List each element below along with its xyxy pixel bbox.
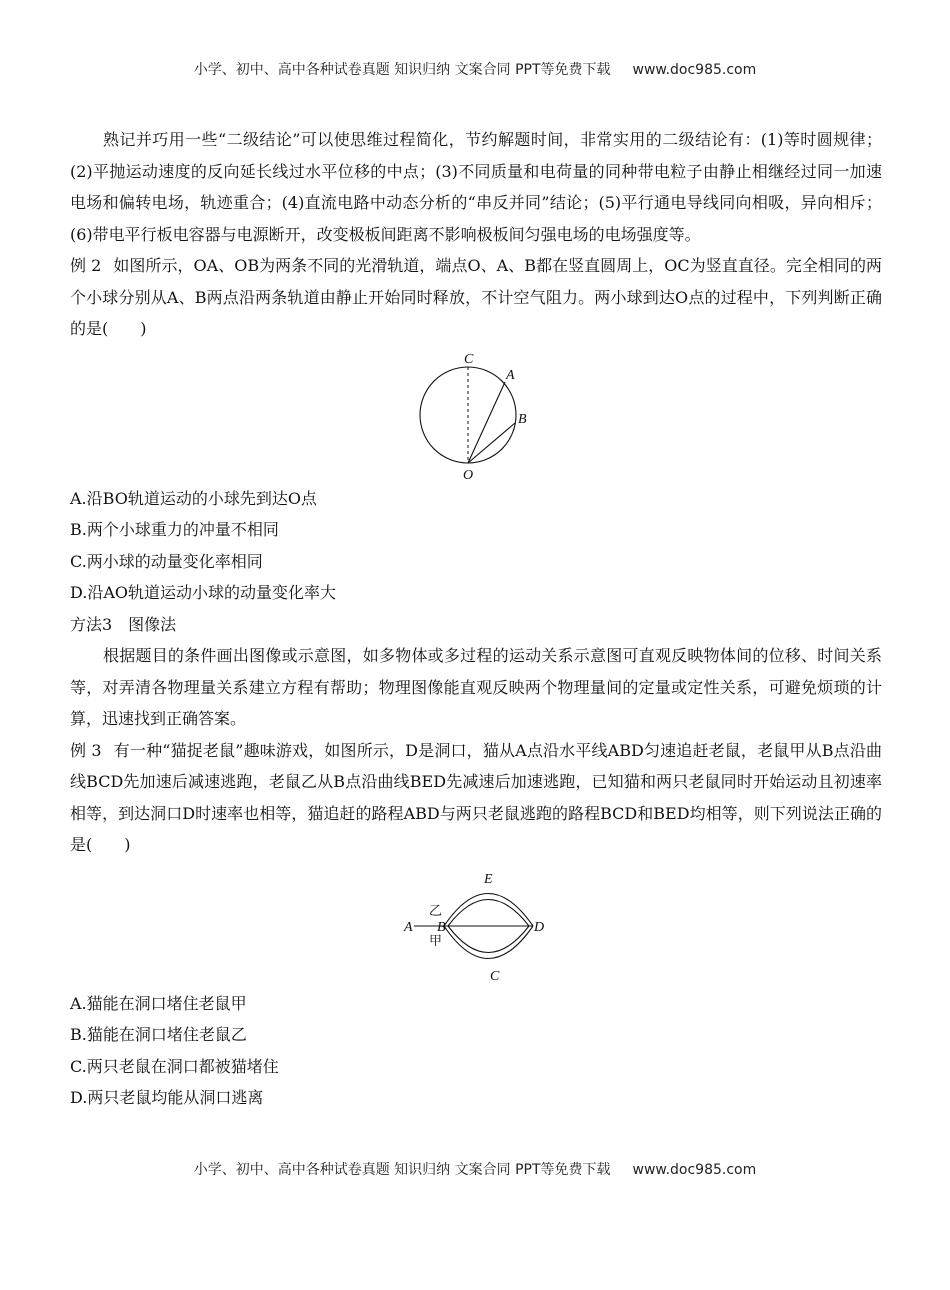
footer-url[interactable]: www.doc985.com <box>632 1162 757 1178</box>
example2-option-b: B.两个小球重力的冲量不相同 <box>70 520 279 539</box>
cat-mouse-figure <box>402 869 552 984</box>
label-e: E <box>484 871 493 887</box>
example3-option-a: A.猫能在洞口堵住老鼠甲 <box>70 993 247 1013</box>
example2-option-c: C.两小球的动量变化率相同 <box>70 551 263 571</box>
curve-bed-outer <box>444 893 533 926</box>
label-o: O <box>463 467 474 483</box>
example2-label: 例 2 <box>70 256 102 275</box>
page-footer <box>0 1159 950 1179</box>
example3-label: 例 3 <box>70 740 102 760</box>
page-header <box>0 59 950 79</box>
example2-text: 如图所示，OA、OB为两条不同的光滑轨道，端点O、A、B都在竖直圆周上，OC为竖直直径。完全相同的两个小球分别从A、B两点沿两条轨道由静止开始同时释放，不计空气阻力。两小球到达O点的过程中，下列判断正确的是( ) <box>70 256 882 338</box>
example3-option-c: C.两只老鼠在洞口都被猫堵住 <box>70 1056 279 1076</box>
example2-option-a: A.沿BO轨道运动的小球先到达O点 <box>70 488 317 508</box>
example3-text: 有一种“猫捉老鼠”趣味游戏，如图所示，D是洞口，猫从A点沿水平线ABD匀速追赶老鼠，老鼠甲从B点沿曲线BCD先加速后减速逃跑，老鼠乙从B点沿曲线BED先减速后加速逃跑，已知猫和两只老鼠同时开始运动且初速率相等，到达洞口D时速率也相等，猫追赶的路程ABD与两只老鼠逃跑的路程BCD和BED均相等，则下列说法正确的是( ) <box>70 740 882 854</box>
label-c: C <box>464 352 474 367</box>
page-content <box>70 124 882 1114</box>
intro-paragraph: 熟记并巧用一些“二级结论”可以使思维过程简化，节约解题时间，非常实用的二级结论有：(1)等时圆规律；(2)平抛运动速度的反向延长线过水平位移的中点；(3)不同质量和电荷量的同种带电粒子由静止相继经过同一加速电场和偏转电场，轨迹重合；(4)直流电路中动态分析的“串反并同”结论；(5)平行通电导线同向相吸，异向相斥；(6)带电平行板电容器与电源断开，改变极板间距离不影响极板间匀强电场的电场强度等。 <box>70 130 882 244</box>
example2-option-d: D.沿AO轨道运动小球的动量变化率大 <box>70 583 337 602</box>
header-text: 小学、初中、高中各种试卷真题 知识归纳 文案合同 PPT等免费下载 <box>193 62 611 78</box>
label-yi: 乙 <box>429 903 443 919</box>
example3-option-d: D.两只老鼠均能从洞口逃离 <box>70 1088 264 1107</box>
label-d: D <box>534 919 545 935</box>
footer-text: 小学、初中、高中各种试卷真题 知识归纳 文案合同 PPT等免费下载 <box>193 1162 611 1178</box>
curve-bed-inner <box>448 899 529 926</box>
curve-bcd-outer <box>444 926 533 959</box>
label-jia: 甲 <box>429 933 443 949</box>
label-b: B <box>518 411 527 427</box>
circle-track-figure <box>417 353 537 483</box>
method3-text: 根据题目的条件画出图像或示意图，如多物体或多过程的运动关系示意图可直观反映物体间的位移、时间关系等，对弄清各物理量关系建立方程有帮助；物理图像能直观反映两个物理量间的定量或定性关系，可避免烦琐的计算，迅速找到正确答案。 <box>70 646 882 728</box>
method3-title: 方法3 图像法 <box>70 614 177 634</box>
curve-bcd-inner <box>448 926 529 953</box>
label-b3: B <box>437 919 446 935</box>
example3-option-b: B.猫能在洞口堵住老鼠乙 <box>70 1025 247 1044</box>
label-c3: C <box>490 968 500 984</box>
example3-question <box>70 735 882 861</box>
label-a: A <box>506 367 515 383</box>
header-url[interactable]: www.doc985.com <box>632 62 757 78</box>
example2-question <box>70 250 882 345</box>
label-a3: A <box>404 919 413 935</box>
